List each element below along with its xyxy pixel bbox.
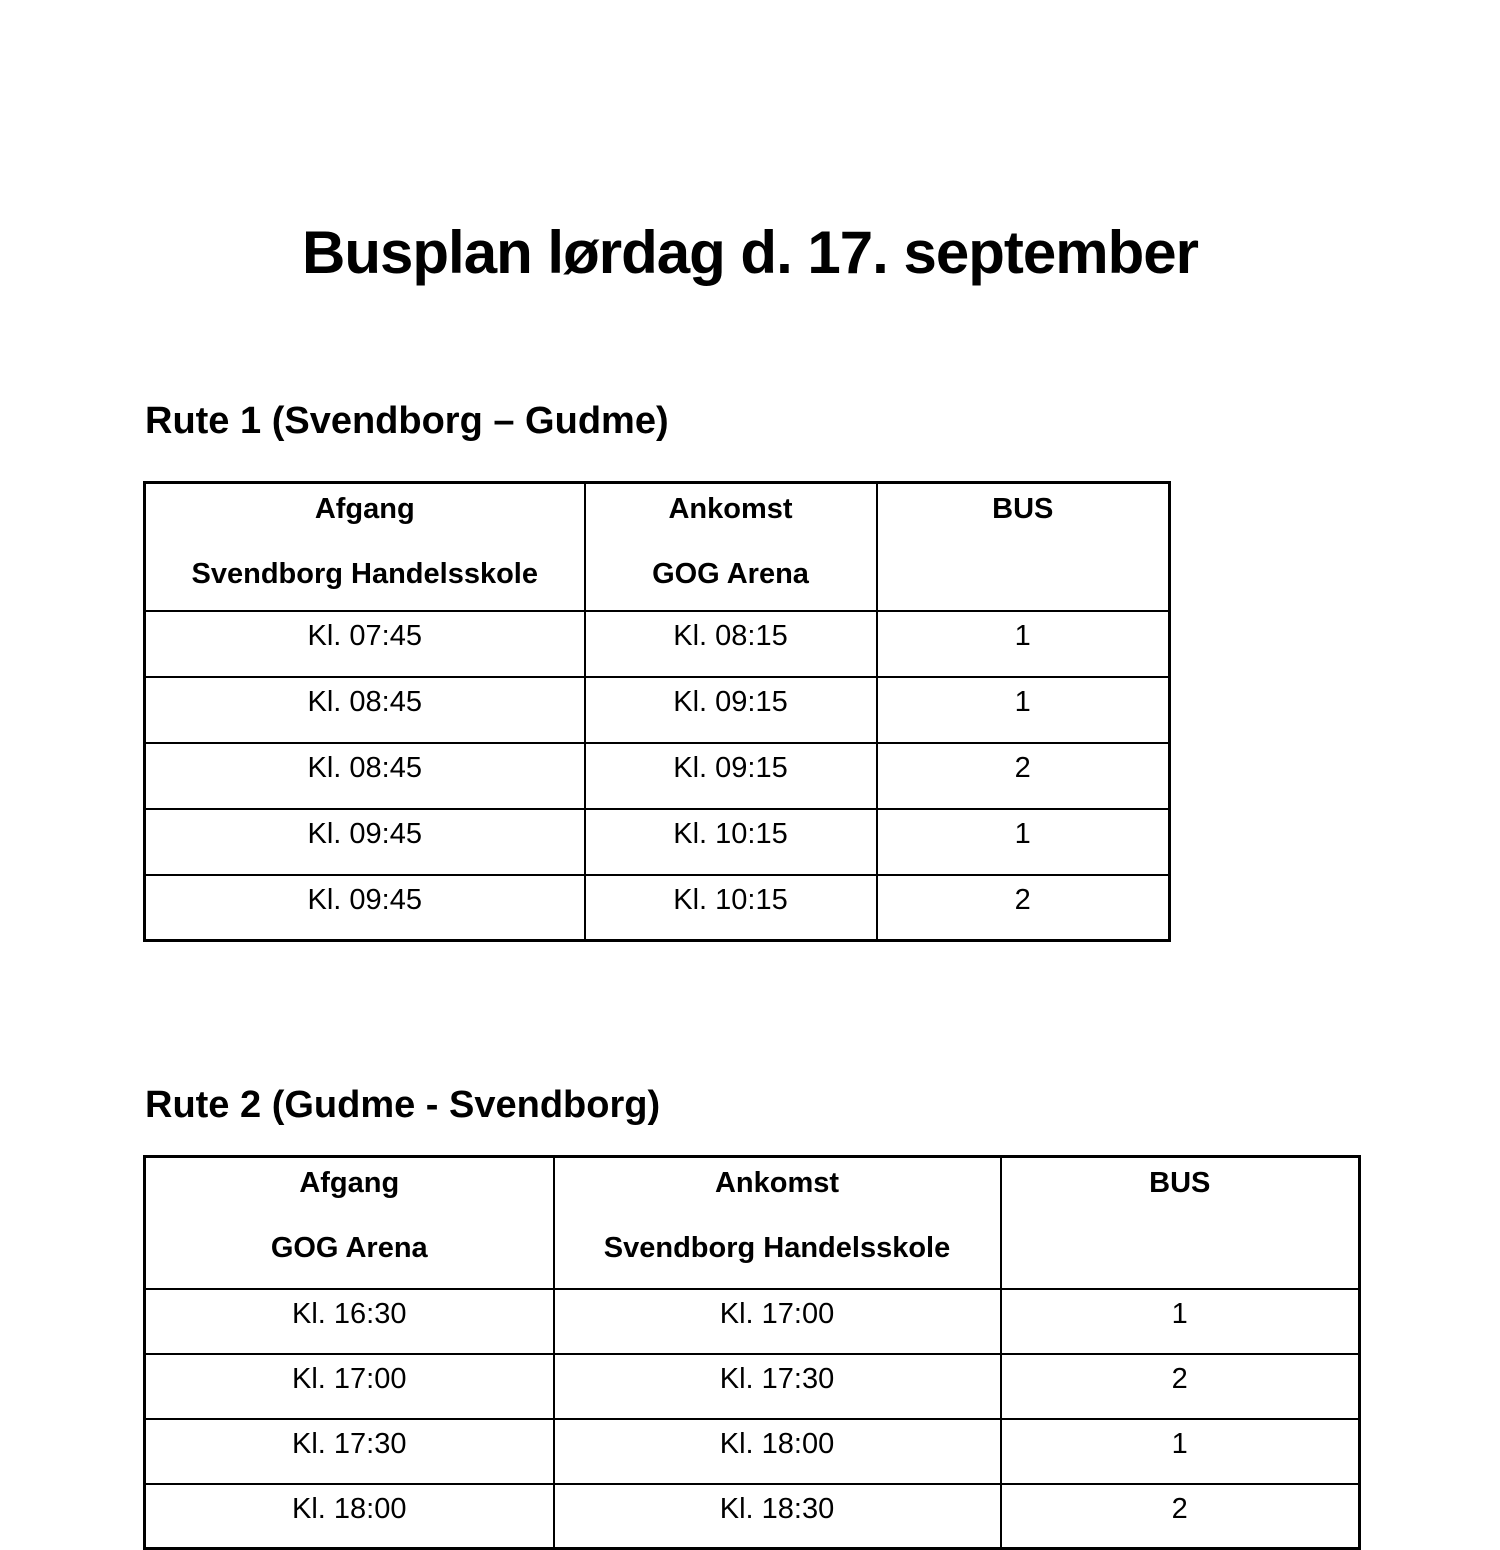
- rute-1-table: [143, 481, 1171, 942]
- table-cell-departure: Kl. 18:00: [145, 1484, 554, 1549]
- header-cell-bus: [877, 483, 1170, 611]
- table-cell-arrival: Kl. 08:15: [585, 611, 877, 677]
- table-cell-arrival: Kl. 18:30: [554, 1484, 1001, 1549]
- header-line-2: Svendborg Handelsskole: [191, 558, 538, 590]
- table-cell-arrival: Kl. 18:00: [554, 1419, 1001, 1484]
- table-cell-departure: Kl. 07:45: [145, 611, 585, 677]
- table-cell-departure: Kl. 09:45: [145, 809, 585, 875]
- table-row: [145, 1289, 1360, 1354]
- table-cell-departure: Kl. 08:45: [145, 743, 585, 809]
- table-cell-bus: 1: [877, 809, 1170, 875]
- table-cell-bus: 2: [877, 875, 1170, 941]
- table-cell-bus: 1: [1001, 1289, 1360, 1354]
- header-cell-afgang: [145, 483, 585, 611]
- header-line-1: Ankomst: [668, 493, 793, 525]
- table-row: [145, 611, 1170, 677]
- section-heading-rute-1: Rute 1 (Svendborg – Gudme): [145, 400, 669, 442]
- table-cell-arrival: Kl. 09:15: [585, 743, 877, 809]
- header-cell-ankomst: [585, 483, 877, 611]
- table-row: [145, 1354, 1360, 1419]
- header-line-2: GOG Arena: [270, 1232, 428, 1264]
- table-header-row: [145, 1157, 1360, 1289]
- document-title: Busplan lørdag d. 17. september: [302, 219, 1198, 286]
- table-cell-bus: 1: [1001, 1419, 1360, 1484]
- table-cell-departure: Kl. 09:45: [145, 875, 585, 941]
- header-cell-bus: [1001, 1157, 1360, 1289]
- table-row: [145, 677, 1170, 743]
- table-cell-arrival: Kl. 09:15: [585, 677, 877, 743]
- table-cell-arrival: Kl. 10:15: [585, 809, 877, 875]
- table-cell-bus: 1: [877, 677, 1170, 743]
- table-header-row: [145, 483, 1170, 611]
- table-row-clipped: [145, 1484, 1360, 1549]
- table-row: [145, 1419, 1360, 1484]
- header-line-1: BUS: [1149, 1167, 1211, 1199]
- table-cell-arrival: Kl. 10:15: [585, 875, 877, 941]
- table-cell-bus: 2: [1001, 1354, 1360, 1419]
- header-line-1: Ankomst: [714, 1167, 840, 1199]
- header-line-1: BUS: [992, 493, 1054, 525]
- table-cell-departure: Kl. 17:00: [145, 1354, 554, 1419]
- header-cell-afgang: [145, 1157, 554, 1289]
- table-cell-departure: Kl. 16:30: [145, 1289, 554, 1354]
- table-row: [145, 743, 1170, 809]
- header-line-1: Afgang: [314, 493, 415, 525]
- table-row: [145, 809, 1170, 875]
- rute-2-table: [143, 1155, 1361, 1550]
- section-heading-rute-2: Rute 2 (Gudme - Svendborg): [145, 1084, 661, 1126]
- table-cell-bus: 1: [877, 611, 1170, 677]
- header-line-2: Svendborg Handelsskole: [603, 1232, 951, 1264]
- header-line-1: Afgang: [299, 1167, 400, 1199]
- table-row: [145, 875, 1170, 941]
- table-cell-bus: 2: [877, 743, 1170, 809]
- header-cell-ankomst: [554, 1157, 1001, 1289]
- header-line-2: GOG Arena: [652, 558, 809, 590]
- table-cell-arrival: Kl. 17:00: [554, 1289, 1001, 1354]
- table-cell-departure: Kl. 08:45: [145, 677, 585, 743]
- table-cell-bus: 2: [1001, 1484, 1360, 1549]
- table-cell-departure: Kl. 17:30: [145, 1419, 554, 1484]
- table-cell-arrival: Kl. 17:30: [554, 1354, 1001, 1419]
